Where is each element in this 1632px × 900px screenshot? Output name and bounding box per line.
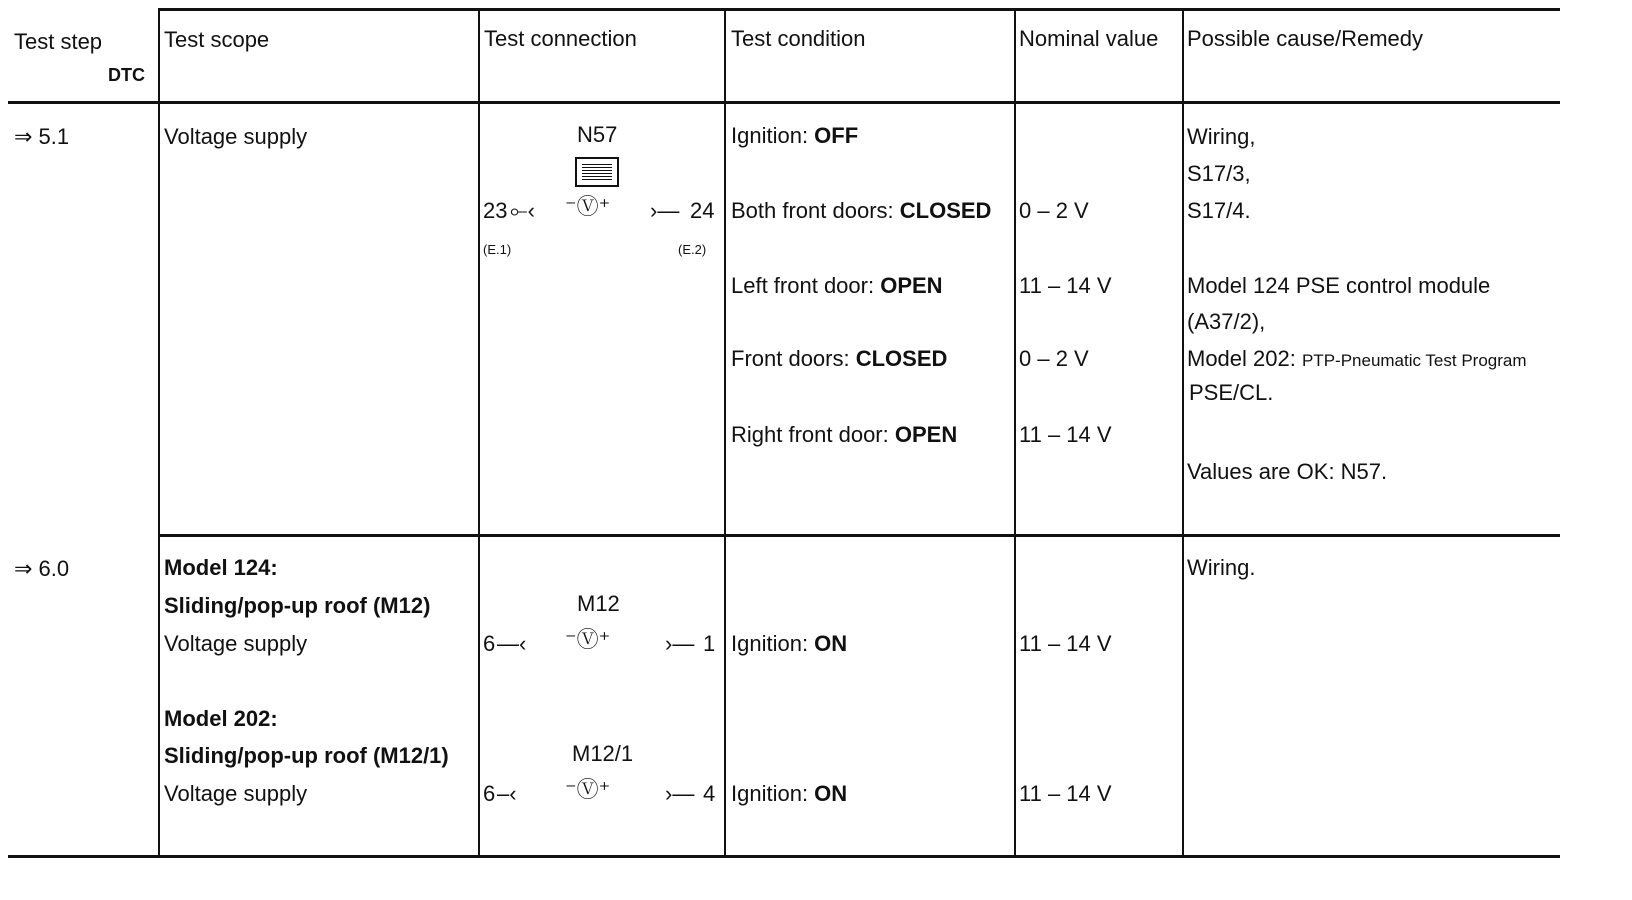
test-step-number: ⇒ 6.0 [14,556,70,581]
cause-line: Values are OK: N57. [1187,459,1388,484]
test-condition-item [731,125,858,147]
test-scope-text: Voltage supply [164,631,308,656]
cause-line: S17/3, [1187,161,1251,186]
nominal-value: 11 – 14 V [1019,781,1112,806]
control-module-icon [575,157,619,187]
nominal-value: 0 – 2 V [1019,346,1089,371]
component-label: M12 [577,591,620,616]
nominal-value: 11 – 14 V [1019,631,1112,656]
condition-label: Ignition: [731,631,815,656]
test-scope-text: Voltage supply [164,124,308,149]
condition-label: Left front door: [731,273,881,298]
cause-test-program: PTP-Pneumatic Test Program [1301,351,1527,370]
header-dtc: DTC [108,65,145,85]
header-nominal-value: Nominal value [1019,26,1159,51]
col-divider-condition [724,8,726,858]
test-scope-text: Voltage supply [164,781,308,806]
test-condition-item [731,348,947,370]
col-divider-scope [158,8,160,858]
cause-line [1187,348,1527,370]
pin-right-label: (E.2) [678,242,707,257]
condition-value: ON [814,631,848,656]
condition-value: OPEN [894,422,958,447]
test-condition-item [731,633,847,655]
header-test-step: Test step [14,29,103,54]
test-condition-item [731,424,957,446]
possible-cause-text: Wiring. [1187,555,1256,580]
component-label: N57 [577,122,618,147]
col-divider-connection [478,8,480,858]
component-title: Sliding/pop-up roof (M12/1) [164,743,449,768]
pin-left: 6 [483,631,496,656]
nominal-value: 11 – 14 V [1019,422,1112,447]
condition-label: Ignition: [731,781,815,806]
voltmeter-icon: ⁻Ⓥ⁺ [565,194,611,219]
pin-right: 24 [690,198,715,223]
condition-value: OPEN [880,273,943,298]
header-test-connection: Test connection [484,26,637,51]
probe-right-icon: ›— [650,198,680,223]
condition-label: Right front door: [731,422,895,447]
pin-left-label: (E.1) [483,242,512,257]
cause-line: S17/4. [1187,198,1251,223]
col-divider-nominal [1014,8,1016,858]
header-bottom-rule [8,101,1560,104]
table-top-rule [160,8,1560,11]
probe-left-icon: –‹ [497,781,517,806]
col-divider-cause [1182,8,1184,858]
cause-model-label: Model 202: [1187,346,1302,371]
condition-label: Ignition: [731,123,815,148]
cause-line: Wiring, [1187,124,1256,149]
pin-right: 4 [703,781,716,806]
test-condition-item [731,275,943,297]
pin-left: 23 [483,198,508,223]
condition-value: CLOSED [899,198,992,223]
probe-left-icon: —‹ [497,631,527,656]
model-heading: Model 124: [164,555,278,580]
test-step-number: ⇒ 5.1 [14,124,70,149]
voltmeter-icon: ⁻Ⓥ⁺ [565,777,611,802]
pin-right: 1 [703,631,716,656]
condition-label: Front doors: [731,346,856,371]
cause-line: (A37/2), [1187,309,1266,334]
cause-line: Model 124 PSE control module [1187,273,1491,298]
nominal-value: 11 – 14 V [1019,273,1112,298]
test-condition-item [731,783,847,805]
condition-value: OFF [814,123,859,148]
table-bottom-rule [8,855,1560,858]
model-heading: Model 202: [164,706,278,731]
probe-right-icon: ›— [665,781,695,806]
header-possible-cause: Possible cause/Remedy [1187,26,1424,51]
condition-value: ON [814,781,848,806]
condition-label: Both front doors: [731,198,900,223]
header-test-scope: Test scope [164,27,270,52]
condition-value: CLOSED [855,346,948,371]
header-test-condition: Test condition [731,26,866,51]
cause-line: PSE/CL. [1189,380,1274,405]
row-divider-rule [160,534,1560,537]
component-label: M12/1 [572,741,634,766]
probe-left-icon: ⟜‹ [510,198,535,223]
probe-right-icon: ›— [665,631,695,656]
nominal-value: 0 – 2 V [1019,198,1089,223]
component-title: Sliding/pop-up roof (M12) [164,593,431,618]
test-condition-item [731,200,991,222]
pin-left: 6 [483,781,496,806]
voltmeter-icon: ⁻Ⓥ⁺ [565,627,611,652]
